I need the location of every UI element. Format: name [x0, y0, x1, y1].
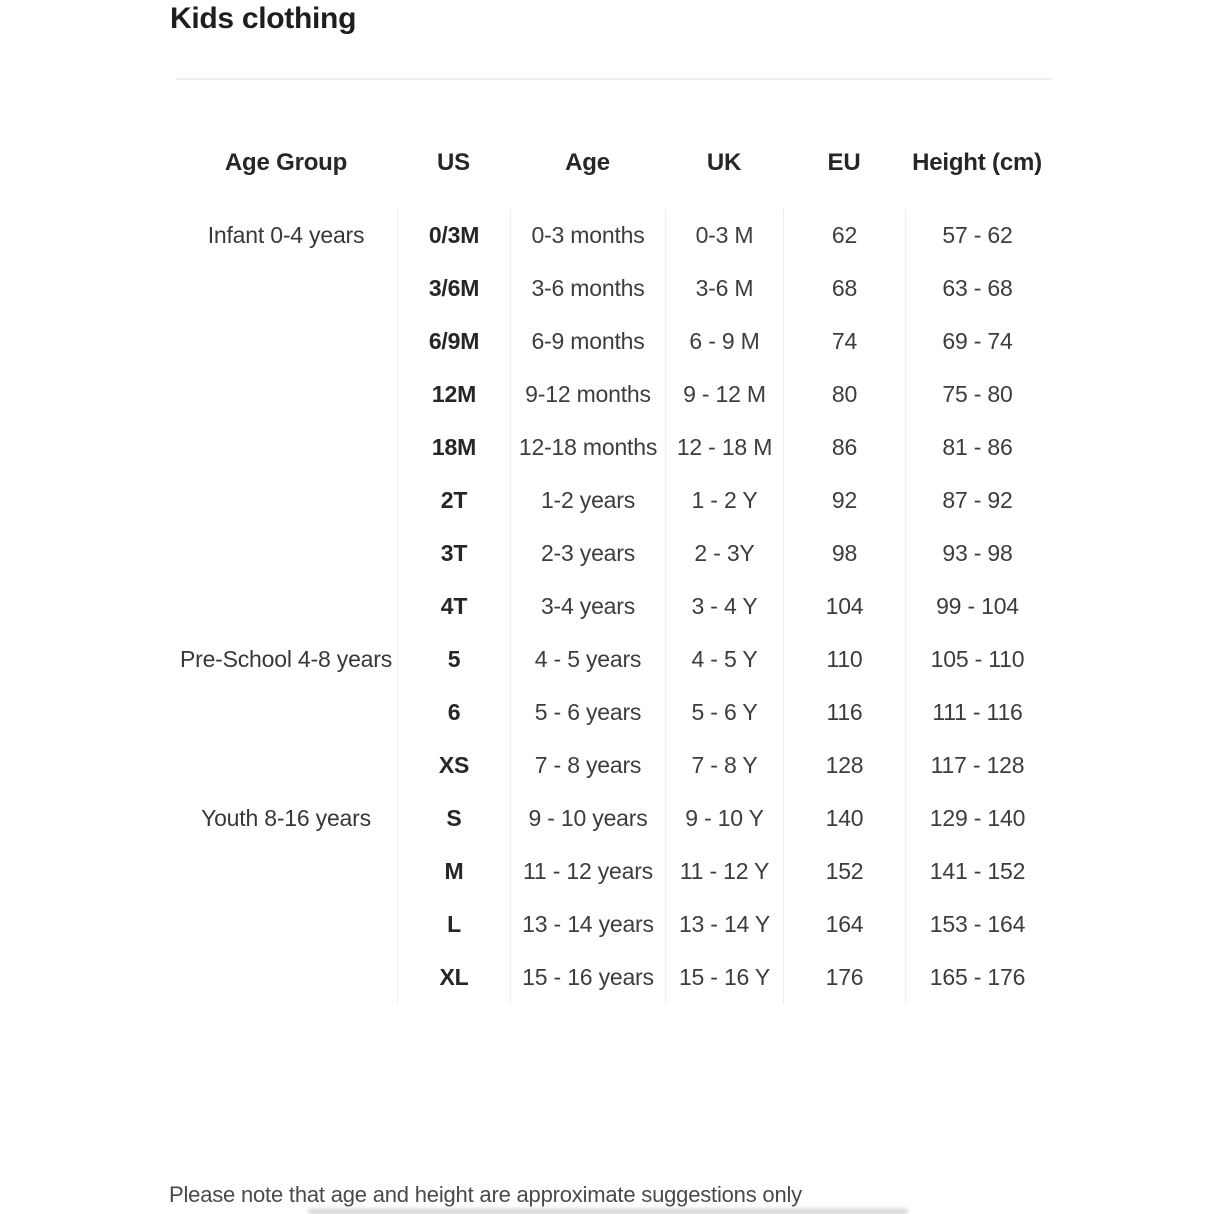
cell-uk: 9 - 10 Y [665, 792, 783, 845]
cell-height_cm: 153 - 164 [905, 898, 1049, 951]
cell-age: 7 - 8 years [510, 739, 665, 792]
cell-height_cm: 111 - 116 [905, 686, 1049, 739]
cell-age_group [175, 898, 397, 951]
cell-age: 5 - 6 years [510, 686, 665, 739]
cell-uk: 15 - 16 Y [665, 951, 783, 1004]
cell-age_group [175, 527, 397, 580]
cell-us: L [397, 898, 510, 951]
cell-age: 0-3 months [510, 209, 665, 262]
cell-uk: 7 - 8 Y [665, 739, 783, 792]
cell-age: 9 - 10 years [510, 792, 665, 845]
cell-us: 6 [397, 686, 510, 739]
column-header-age_group: Age Group [224, 149, 348, 176]
cell-eu: 104 [783, 580, 905, 633]
cell-eu: 110 [783, 633, 905, 686]
cell-age_group [175, 315, 397, 368]
cell-age_group [175, 474, 397, 527]
cell-height_cm: 69 - 74 [905, 315, 1049, 368]
footer-note: Please note that age and height are approximate suggestions only [169, 1182, 802, 1207]
cell-height_cm: 165 - 176 [905, 951, 1049, 1004]
cell-uk: 11 - 12 Y [665, 845, 783, 898]
cell-age: 6-9 months [510, 315, 665, 368]
cell-age: 3-4 years [510, 580, 665, 633]
cell-age_group: Infant 0-4 years [207, 222, 365, 248]
cell-age_group [175, 686, 397, 739]
cell-age_group [175, 368, 397, 421]
title-divider [176, 78, 1052, 80]
column-header-height_cm: Height (cm) [912, 149, 1042, 176]
cell-us: 2T [397, 474, 510, 527]
cell-eu: 164 [783, 898, 905, 951]
cell-uk: 13 - 14 Y [665, 898, 783, 951]
column-header-age: Age [565, 149, 610, 176]
cell-eu: 92 [783, 474, 905, 527]
cell-eu: 152 [783, 845, 905, 898]
cell-uk: 3-6 M [665, 262, 783, 315]
cell-height_cm: 75 - 80 [905, 368, 1049, 421]
column-header-eu: EU [827, 149, 861, 176]
cell-us: 3/6M [397, 262, 510, 315]
cell-us: M [397, 845, 510, 898]
column-header-uk: UK [706, 149, 742, 176]
cell-uk: 2 - 3Y [665, 527, 783, 580]
cell-age: 4 - 5 years [510, 633, 665, 686]
cell-eu: 86 [783, 421, 905, 474]
cell-eu: 80 [783, 368, 905, 421]
cell-age: 15 - 16 years [510, 951, 665, 1004]
cell-us: XS [397, 739, 510, 792]
cutoff-text-line [308, 1209, 908, 1214]
cell-eu: 98 [783, 527, 905, 580]
cell-eu: 140 [783, 792, 905, 845]
cell-us: 6/9M [397, 315, 510, 368]
cell-us: 5 [397, 633, 510, 686]
cell-us: 4T [397, 580, 510, 633]
cell-age: 13 - 14 years [510, 898, 665, 951]
cell-uk: 5 - 6 Y [665, 686, 783, 739]
page-title: Kids clothing [170, 2, 357, 35]
cell-us: 3T [397, 527, 510, 580]
cell-age: 1-2 years [510, 474, 665, 527]
cell-height_cm: 87 - 92 [905, 474, 1049, 527]
table-body [175, 209, 1049, 1004]
cell-us: XL [397, 951, 510, 1004]
cell-uk: 3 - 4 Y [665, 580, 783, 633]
cell-us: S [397, 792, 510, 845]
cell-age_group [175, 580, 397, 633]
cell-eu: 116 [783, 686, 905, 739]
cell-height_cm: 63 - 68 [905, 262, 1049, 315]
cell-uk: 12 - 18 M [665, 421, 783, 474]
cell-height_cm: 57 - 62 [905, 209, 1049, 262]
cell-height_cm: 93 - 98 [905, 527, 1049, 580]
cell-age_group [175, 739, 397, 792]
cell-age: 3-6 months [510, 262, 665, 315]
cell-age_group: Pre-School 4-8 years [179, 646, 393, 672]
cell-age_group [175, 421, 397, 474]
cell-uk: 1 - 2 Y [665, 474, 783, 527]
cell-uk: 9 - 12 M [665, 368, 783, 421]
cell-height_cm: 99 - 104 [905, 580, 1049, 633]
cell-eu: 128 [783, 739, 905, 792]
column-header-us: US [437, 149, 470, 176]
cell-age: 9-12 months [510, 368, 665, 421]
cell-eu: 68 [783, 262, 905, 315]
cell-uk: 6 - 9 M [665, 315, 783, 368]
cell-height_cm: 117 - 128 [905, 739, 1049, 792]
table-header-row [175, 130, 1049, 196]
cell-age_group [175, 951, 397, 1004]
cell-age: 12-18 months [510, 421, 665, 474]
cell-age_group [175, 845, 397, 898]
cell-eu: 74 [783, 315, 905, 368]
cell-height_cm: 81 - 86 [905, 421, 1049, 474]
cell-age_group [175, 262, 397, 315]
cell-us: 18M [397, 421, 510, 474]
cell-eu: 62 [783, 209, 905, 262]
cell-height_cm: 141 - 152 [905, 845, 1049, 898]
cell-eu: 176 [783, 951, 905, 1004]
cell-uk: 4 - 5 Y [665, 633, 783, 686]
cell-uk: 0-3 M [665, 209, 783, 262]
cell-us: 0/3M [397, 209, 510, 262]
cell-us: 12M [397, 368, 510, 421]
cell-height_cm: 129 - 140 [905, 792, 1049, 845]
cell-age: 2-3 years [510, 527, 665, 580]
cell-height_cm: 105 - 110 [905, 633, 1049, 686]
cell-age: 11 - 12 years [510, 845, 665, 898]
cell-age_group: Youth 8-16 years [201, 805, 371, 831]
